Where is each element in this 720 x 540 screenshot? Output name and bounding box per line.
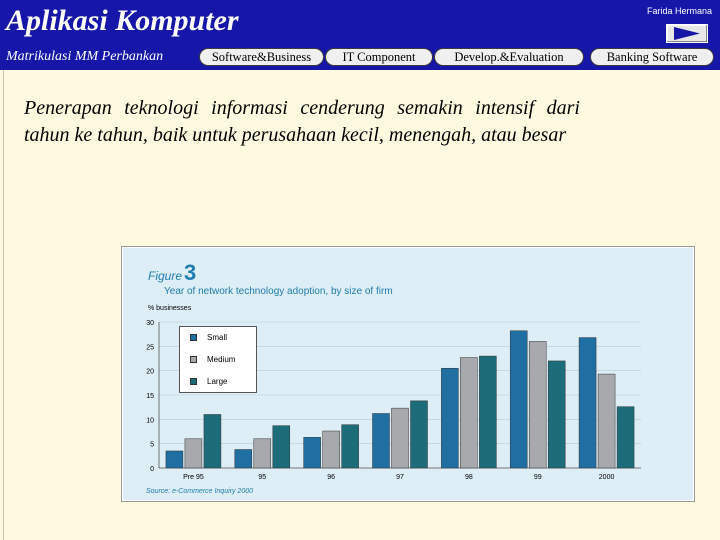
bar-medium <box>185 439 202 468</box>
y-tick-label: 10 <box>146 417 154 425</box>
bar-medium <box>254 439 271 468</box>
course-subtitle: Matrikulasi MM Perbankan <box>6 49 164 64</box>
y-tick-label: 15 <box>146 393 154 400</box>
x-tick-label: 2000 <box>598 474 615 481</box>
x-tick-label: 98 <box>464 474 473 481</box>
next-slide-button[interactable] <box>666 24 708 43</box>
legend-label-large: Large <box>207 376 228 386</box>
legend-label-small: Small <box>207 332 228 342</box>
bar-large <box>204 414 221 468</box>
bar-small <box>510 331 527 468</box>
x-tick-label: 95 <box>258 474 267 481</box>
legend-label-medium: Medium <box>207 354 236 364</box>
bar-small <box>304 437 321 468</box>
bar-small <box>235 450 252 468</box>
legend-item-small <box>190 331 227 343</box>
figure-label-word: Figure <box>148 269 183 283</box>
chart-source: Source: e-Commerce Inquiry 2000 <box>146 488 253 495</box>
bar-large <box>548 361 565 468</box>
y-tick-label: 0 <box>150 466 154 473</box>
figure-image <box>121 246 695 502</box>
x-tick-label: 99 <box>533 474 542 481</box>
bar-medium <box>598 374 615 468</box>
bar-large <box>617 407 634 468</box>
bar-medium <box>392 408 409 468</box>
y-tick-label: 30 <box>146 320 154 327</box>
figure-panel <box>123 248 693 500</box>
author-name: Farida Hermana <box>646 6 712 16</box>
tab-banking-software[interactable]: Banking Software <box>590 48 714 66</box>
bar-small <box>166 451 183 468</box>
bar-medium <box>529 341 546 468</box>
x-tick-label: Pre 95 <box>183 474 204 481</box>
next-arrow-icon <box>674 27 700 40</box>
y-tick-label: 25 <box>146 344 154 352</box>
legend-item-large <box>190 375 227 387</box>
bar-medium <box>323 431 340 468</box>
bar-small <box>441 368 458 468</box>
bar-large <box>342 425 359 468</box>
legend-swatch-medium <box>190 356 197 363</box>
y-axis-label: % businesses <box>148 305 192 312</box>
slide-body-text: Penerapan teknologi informasi cenderung semakin intensif dari tahun ke tahun, baik untuk perusahaan kecil, menengah, atau besar <box>24 97 580 146</box>
chart-title: Year of network technology adoption, by size of firm <box>164 286 393 297</box>
y-tick-label: 5 <box>150 441 154 449</box>
app-title: Aplikasi Komputer <box>6 4 239 37</box>
margin-divider <box>3 70 4 540</box>
tab-software-business[interactable]: Software&Business <box>199 48 324 66</box>
bar-small <box>579 338 596 468</box>
x-tick-label: 96 <box>327 474 336 481</box>
bar-large <box>273 426 290 468</box>
tab-develop-evaluation[interactable]: Develop.&Evaluation <box>434 48 584 66</box>
figure-label <box>148 260 196 286</box>
bar-medium <box>460 358 477 468</box>
legend-swatch-large <box>190 378 197 385</box>
tab-it-component[interactable]: IT Component <box>325 48 433 66</box>
y-tick-label: 20 <box>146 368 154 376</box>
chart-legend <box>179 326 257 393</box>
legend-item-medium <box>190 353 235 365</box>
x-tick-label: 97 <box>396 474 404 481</box>
legend-swatch-small <box>190 334 197 341</box>
bar-large <box>411 401 428 468</box>
figure-label-number: 3 <box>184 260 197 285</box>
bar-large <box>479 356 496 468</box>
bar-small <box>373 413 390 468</box>
